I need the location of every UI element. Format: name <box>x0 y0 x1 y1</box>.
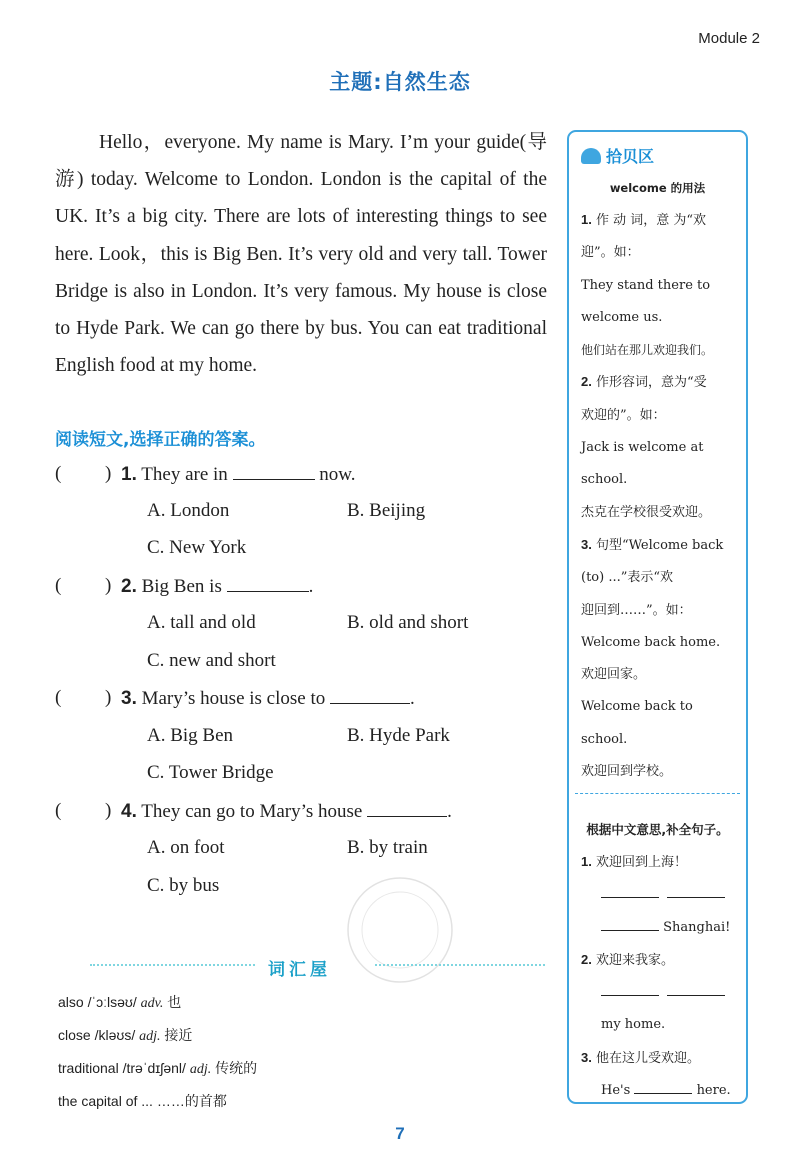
option-b[interactable]: B. by train <box>347 837 428 858</box>
option-a[interactable]: A. London <box>147 500 230 521</box>
option-c[interactable]: C. by bus <box>147 875 220 896</box>
page-number: 7 <box>395 1124 405 1143</box>
instruction: 阅读短文,选择正确的答案。 <box>55 430 266 450</box>
answer-blank[interactable] <box>667 883 725 898</box>
reading-passage: Hello，everyone. My name is Mary. I’m your guide(导游) today. Welcome to London. London is the capital of the UK. It’s a big city. There are lots of interesting things to see here. Look，this is Big Ben. It’s very old and very tall. Tower Bridge is also in London. It’s very famous. My house is close to Hyde Park. We can go there by bus. You can eat traditional English food at my home. <box>55 132 547 377</box>
sidebar-subheading: welcome 的用法 <box>609 181 706 195</box>
usage-list: 1. 作 动 词，意 为“欢 迎”。如： They stand there to welcome us. 他们站在那儿欢迎我们。 2. 作形容词，意为“受 欢迎的”。如： Jack is welcome at school. 杰克在学校很受欢迎。 3. 句型“Welcome back (to) ...”表示“欢 迎回到……”。如： Welcome back home. 欢迎回家。 Welcome back to school. 欢迎回到学校。 <box>581 204 739 788</box>
vocab-item: the capital of ... ……的首都 <box>58 1093 227 1109</box>
vocab-item: also /ˈɔːlsəʊ/ adv. 也 <box>58 994 182 1011</box>
vocab-divider <box>90 964 255 966</box>
answer-blank[interactable] <box>601 981 659 996</box>
watermark-stamp <box>330 860 470 1000</box>
option-c[interactable]: C. new and short <box>147 650 276 671</box>
usage-item: 2. 作形容词，意为“受 <box>581 374 707 391</box>
module-label: Module 2 <box>698 30 760 47</box>
answer-blank[interactable] <box>601 883 659 898</box>
exercise-item: 3. 他在这儿受欢迎。 <box>581 1049 700 1066</box>
exercise-item: 2. 欢迎来我家。 <box>581 951 674 968</box>
answer-blank[interactable] <box>233 463 315 480</box>
vocab-item: close /kləʊs/ adj. 接近 <box>58 1027 193 1044</box>
question-number: 3. <box>121 688 137 709</box>
option-a[interactable]: A. Big Ben <box>147 725 234 746</box>
usage-item: 3. 句型“Welcome back <box>581 536 724 553</box>
watermark-icon <box>330 860 470 1000</box>
answer-blank[interactable] <box>634 1079 692 1094</box>
page-title: 主题:自然生态 <box>329 70 471 94</box>
answer-blank[interactable] <box>601 916 659 931</box>
answer-line: Shanghai! <box>581 912 739 944</box>
option-c[interactable]: C. New York <box>147 537 247 558</box>
answer-blank[interactable] <box>330 687 410 704</box>
tips-sidebar <box>567 130 748 1104</box>
sidebar-divider <box>575 793 740 794</box>
usage-item: 1. 作 动 词，意 为“欢 <box>581 212 707 228</box>
option-a[interactable]: A. on foot <box>147 837 225 858</box>
answer-line <box>581 879 739 911</box>
vocab-heading: 词汇屋 <box>268 960 331 980</box>
exercise-heading: 根据中文意思,补全句子。 <box>586 822 729 837</box>
option-c[interactable]: C. Tower Bridge <box>147 762 274 783</box>
answer-blank[interactable] <box>667 981 725 996</box>
option-a[interactable]: A. tall and old <box>147 612 256 633</box>
vocab-divider <box>375 964 545 966</box>
exercise-item: 1. 欢迎回到上海！ <box>581 854 687 870</box>
option-b[interactable]: B. Beijing <box>347 500 426 521</box>
shell-icon <box>581 148 601 164</box>
question-number: 4. <box>121 801 137 822</box>
answer-line: He's here. <box>581 1075 739 1107</box>
vocab-item: traditional /trəˈdɪʃənl/ adj. 传统的 <box>58 1060 258 1077</box>
question-number: 1. <box>121 464 137 485</box>
option-b[interactable]: B. old and short <box>347 612 469 633</box>
option-b[interactable]: B. Hyde Park <box>347 725 450 746</box>
answer-line: my home. <box>601 1017 666 1033</box>
answer-blank[interactable] <box>227 575 309 592</box>
question-number: 2. <box>121 576 137 597</box>
exercise-list <box>581 846 739 1107</box>
sidebar-heading: 拾贝区 <box>581 144 654 167</box>
answer-blank[interactable] <box>367 800 447 817</box>
answer-line <box>581 977 739 1009</box>
